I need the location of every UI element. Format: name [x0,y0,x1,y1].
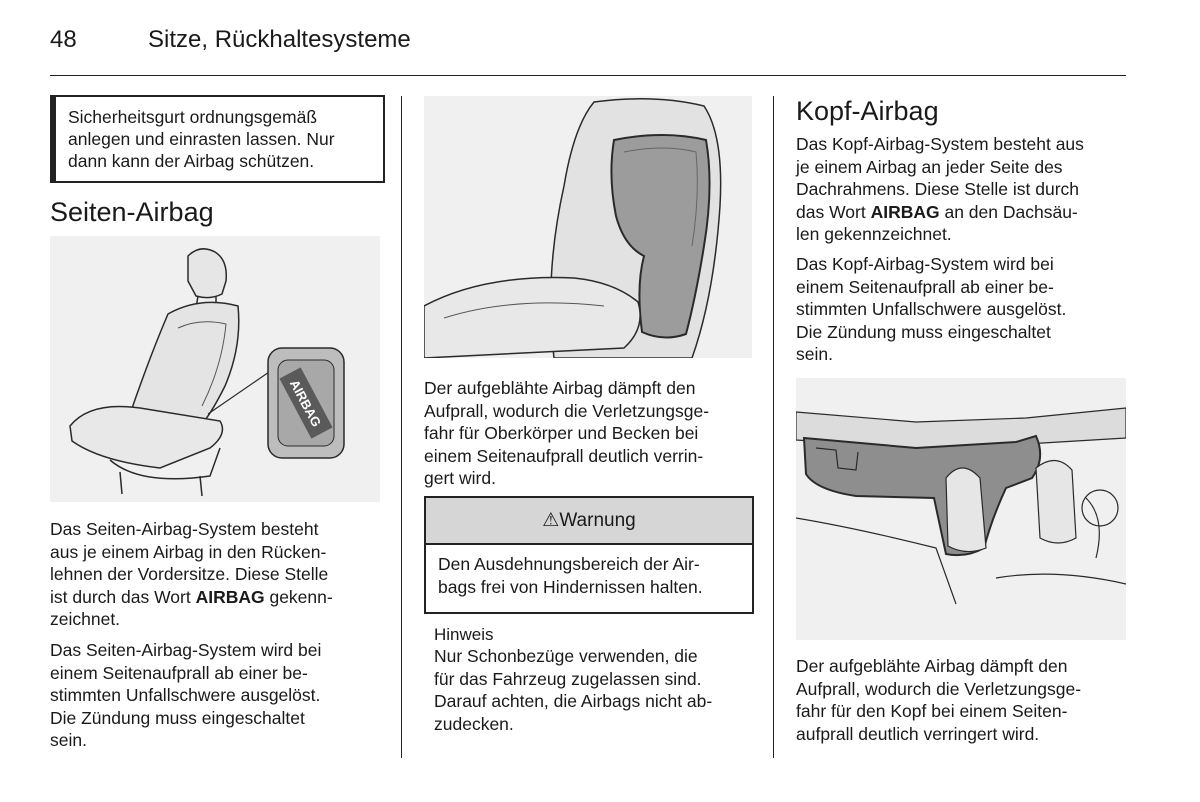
text-line: lehnen der Vordersitze. Diese Stelle [50,564,329,584]
text-line: Die Zündung muss eingeschaltet [50,707,305,728]
column-divider-left [401,96,402,758]
text-line: Der aufgeblähte Airbag dämpft den [796,656,1068,676]
text-line: bags frei von Hindernissen halten. [438,576,703,597]
text-line: fahr für Oberkörper und Becken bei [424,423,699,443]
warning-box [424,496,754,614]
head-airbag-description [796,133,1136,246]
text-line: stimmten Unfallschwere ausgelöst. [50,685,321,705]
side-airbag-description [50,518,380,631]
airbag-term: AIRBAG [870,201,940,222]
section-title: Sitze, Rückhaltesysteme [148,26,411,53]
head-airbag-deployment [796,253,1136,366]
side-airbag-deployment [50,639,380,752]
head-airbag-inflated-description [796,655,1136,745]
text-line: Dachrahmens. Diese Stelle ist durch [796,179,1080,199]
text-line: sein. [50,730,87,750]
text-line: Das Seiten-Airbag-System wird bei [50,640,322,660]
side-airbag-heading: Seiten-Airbag [50,197,214,227]
text-line: für das Fahrzeug zugelassen sind. [434,668,702,689]
inflated-seat-illustration [424,96,752,358]
text-line: je einem Airbag an jeder Seite des [796,156,1063,177]
seatbelt-notice: Sicherheitsgurt ordnungsgemäß anlegen und einrasten lassen. Nur dann kann der Airbag schützen. [50,95,385,183]
text-line: Den Ausdehnungsbereich der Air- [438,554,700,574]
page-number: 48 [50,26,77,53]
text-line: gert wird. [424,468,496,488]
text-line: einem Seitenaufprall ab einer be- [796,276,1054,297]
text-fragment: ist durch das Wort [50,586,196,607]
text-line: einem Seitenaufprall ab einer be- [50,662,308,683]
text-line [50,586,380,609]
text-fragment: gekenn- [264,586,333,607]
text-line: stimmten Unfallschwere ausgelöst. [796,299,1067,319]
text-line: Nur Schonbezüge verwenden, die [434,646,698,666]
text-line: einem Seitenaufprall deutlich verrin- [424,445,704,466]
head-airbag-figure [796,378,1126,640]
text-line: Das Seiten-Airbag-System besteht [50,519,319,539]
text-line: len gekennzeichnet. [796,224,952,244]
head-airbag-heading: Kopf-Airbag [796,96,939,126]
warning-icon: ⚠ [542,510,560,531]
inflated-airbag-description [424,377,754,490]
note-block [434,625,754,735]
text-line: Das Kopf-Airbag-System wird bei [796,254,1054,274]
text-line: Der aufgeblähte Airbag dämpft den [424,378,696,398]
text-line: aufprall deutlich verringert wird. [796,723,1040,744]
car-interior-illustration [796,378,1126,640]
text-line: Aufprall, wodurch die Verletzungsge- [796,678,1082,699]
warning-text [438,553,742,598]
text-line: Die Zündung muss eingeschaltet [796,321,1051,342]
text-line [796,201,1136,224]
airbag-term: AIRBAG [195,586,265,607]
header-rule [50,75,1126,76]
text-line: fahr für den Kopf bei einem Seiten- [796,701,1068,721]
text-line: zeichnet. [50,609,121,629]
warning-header [426,498,752,545]
side-airbag-figure [50,236,380,502]
column-divider-right [773,96,774,758]
text-fragment: das Wort [796,201,871,222]
note-title: Hinweis [434,625,494,644]
text-line: aus je einem Airbag in den Rücken- [50,541,327,562]
inflated-side-airbag-figure [424,96,752,358]
text-line: Aufprall, wodurch die Verletzungsge- [424,400,710,421]
warning-title: Warnung [559,510,636,531]
text-line: sein. [796,344,833,364]
text-line: zudecken. [434,713,514,734]
airbag-label: AIRBAG [286,377,325,430]
text-fragment: an den Dachsäu- [939,201,1078,222]
text-line: Darauf achten, die Airbags nicht ab- [434,691,713,711]
seat-illustration [50,236,380,502]
text-line: Das Kopf-Airbag-System besteht aus [796,134,1084,154]
